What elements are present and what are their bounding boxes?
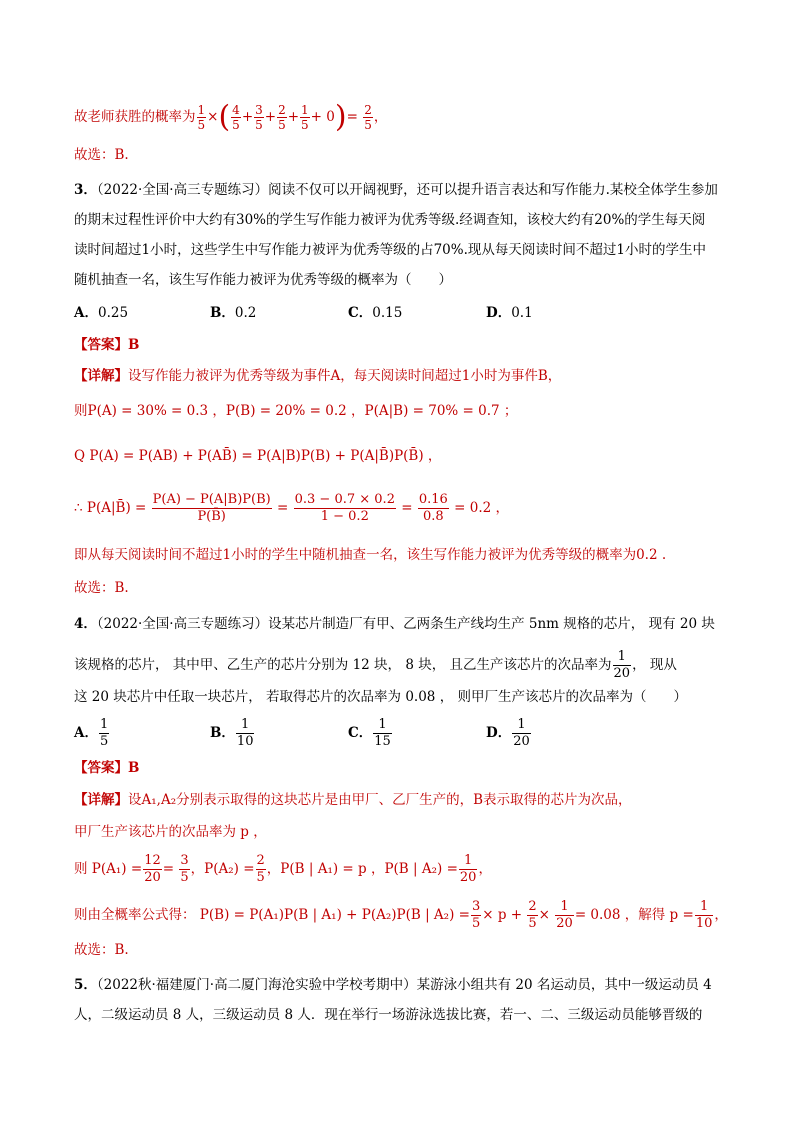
q5-line2: 人，二级运动员 8 人，三级运动员 8 人．现在举行一场游泳选拔比赛，若一、二、三级运动员能够晋级的: [74, 1007, 703, 1023]
q3-choice: 故选：B.: [74, 580, 129, 596]
q4-line2: 该规格的芯片， 其中甲、乙生产的芯片分别为 12 块， 8 块， 且乙生产该芯片的次品率为 $\frac{1}{20}$ ， 现从: [74, 649, 677, 681]
q3-option-a: A．0.25: [74, 305, 129, 321]
q3-option-d: D．0.1: [486, 305, 533, 321]
q4-option-b: B． $\frac{1}{10}$: [210, 717, 254, 749]
prev-prob-label: 故老师获胜的概率为: [74, 109, 196, 125]
q4-eq-1: 则 P(A₁) = $\frac{12}{20}$ = $\frac{3}{5}$ ，P(A₂) = $\frac{2}{5}$ ，P(B | A₁) = p ，P(B | A₂) = $\frac{1}{20}$ ，: [74, 853, 492, 885]
q4-line3: 这 20 块芯片中任取一块芯片， 若取得芯片的次品率为 0.08 ， 则甲厂生产该芯片的次品率为（ ）: [74, 689, 687, 705]
q4-answer: 【答案】B: [74, 760, 140, 776]
q4-option-c: C． $\frac{1}{15}$: [348, 717, 391, 749]
q3-eq-2: Q P(A) = P(AB) + P(AB̄) = P(A|B)P(B) + P(A|B̄)P(B̄) ，: [74, 448, 442, 464]
q3-eq-3: ∴ P(A|B̄) = $\frac{P(A) - P(A|B)P(B)}{P(B̄)}$ = $\frac{0.3 - 0.7 \times 0.2}{1 - 0.2}$ = $\frac{0.16}{0.8}$ = 0.2 ，: [74, 492, 509, 524]
q4-choice: 故选：B.: [74, 942, 129, 958]
prev-probability-line: 故老师获胜的概率为 $\frac{1}{5}$ ×( $\frac{4}{5}$ + $\frac{3}{5}$ + $\frac{2}{5}$ + $\frac{1}{5}$ + 0)= $\frac{2}{5}$ ，: [74, 99, 388, 135]
q4-option-a: A． $\frac{1}{5}$: [74, 717, 109, 749]
q3-line4: 随机抽查一名，该生写作能力被评为优秀等级的概率为（ ）: [74, 272, 452, 288]
q3-answer: 【答案】B: [74, 337, 140, 353]
q3-option-b: B．0.2: [210, 305, 257, 321]
q4-detail-1: 【详解】设A₁,A₂分别表示取得的这块芯片是由甲厂、乙厂生产的，B表示取得的芯片为次品，: [74, 792, 632, 808]
q3-option-c: C．0.15: [348, 305, 403, 321]
q3-detail-1: 【详解】设写作能力被评为优秀等级为事件A，每天阅读时间超过1小时为事件B，: [74, 368, 562, 384]
prev-choice: 故选：B.: [74, 147, 129, 163]
q3-number: 3．: [74, 182, 97, 198]
q4-detail-2: 甲厂生产该芯片的次品率为 p ，: [74, 824, 267, 840]
q4-option-d: D． $\frac{1}{20}$: [486, 717, 530, 749]
q4-eq-2: 则由全概率公式得： P(B) = P(A₁)P(B | A₁) + P(A₂)P(B | A₂) = $\frac{3}{5}$ × p + $\frac{2}{5}$ × $\frac{1}{20}$ = 0.08 ，解得 p = $\frac{1}{10}$ ，: [74, 899, 728, 931]
q4-line1: 4．（2022·全国·高三专题练习）设某芯片制造厂有甲、乙两条生产线均生产 5nm 规格的芯片， 现有 20 块: [74, 616, 715, 632]
q3-source: （2022·全国·高三专题练习）: [96, 182, 269, 198]
q5-line1: 5．（2022秋·福建厦门·高二厦门海沧实验中学校考期中）某游泳小组共有 20 名运动员，其中一级运动员 4: [74, 977, 712, 993]
q3-eq-1: 则P(A) = 30% = 0.3 ，P(B) = 20% = 0.2 ，P(A|B) = 70% = 0.7 ；: [74, 403, 518, 419]
q3-line1: [74, 180, 718, 200]
q3-stem-1: 阅读不仅可以开阔视野，还可以提升语言表达和写作能力.某校全体学生参加: [268, 182, 718, 198]
q3-line3: 读时间超过1小时，这些学生中写作能力被评为优秀等级的占70%.现从每天阅读时间不超过1小时的学生中: [74, 242, 706, 258]
frac: $\frac{1}{5}$: [197, 103, 206, 132]
q3-line2: 的期末过程性评价中大约有30%的学生写作能力被评为优秀等级.经调查知，该校大约有20%的学生每天阅: [74, 212, 706, 228]
q3-conclusion: 即从每天阅读时间不超过1小时的学生中随机抽查一名，该生写作能力被评为优秀等级的概率为0.2 .: [74, 547, 667, 563]
